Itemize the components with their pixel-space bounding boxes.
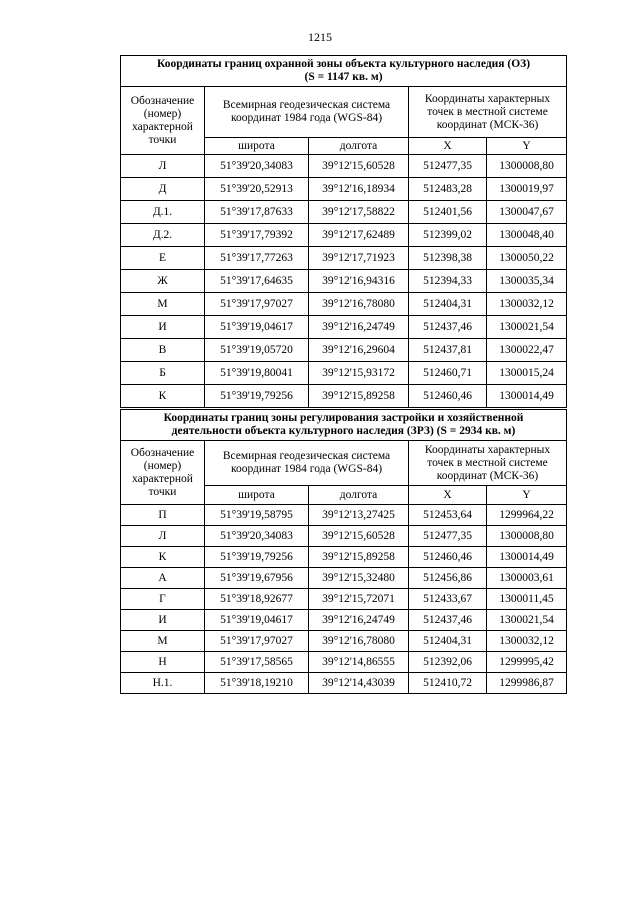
y-cell: 1300003,61 [487,568,567,589]
y-cell: 1300019,97 [487,178,567,201]
longitude-cell: 39°12'16,29604 [309,339,409,362]
table-row [121,224,567,247]
table-row [121,526,567,547]
table-row [121,155,567,178]
longitude-cell: 39°12'16,94316 [309,270,409,293]
y-cell: 1300014,49 [487,385,567,408]
x-cell: 512401,56 [409,201,487,224]
longitude-cell: 39°12'16,18934 [309,178,409,201]
latitude-cell: 51°39'19,05720 [205,339,309,362]
longitude-cell: 39°12'16,78080 [309,293,409,316]
x-cell: 512392,06 [409,652,487,673]
y-cell: 1300048,40 [487,224,567,247]
table-title-line: Координаты границ охранной зоны объекта культурного наследия (ОЗ) [156,58,531,70]
latitude-cell: 51°39'19,67956 [205,568,309,589]
longitude-cell: 39°12'14,43039 [309,673,409,694]
latitude-cell: 51°39'17,97027 [205,631,309,652]
point-cell: Д.2. [121,224,205,247]
point-cell: Д [121,178,205,201]
point-cell: К [121,547,205,568]
table-row [121,293,567,316]
table-row [121,270,567,293]
table-row [121,631,567,652]
table-row [121,362,567,385]
latitude-cell: 51°39'19,79256 [205,385,309,408]
latitude-cell: 51°39'18,19210 [205,673,309,694]
table-row [121,178,567,201]
point-cell: Г [121,589,205,610]
longitude-cell: 39°12'15,93172 [309,362,409,385]
longitude-cell: 39°12'13,27425 [309,505,409,526]
point-cell: В [121,339,205,362]
x-cell: 512433,67 [409,589,487,610]
y-cell: 1300022,47 [487,339,567,362]
table-row [121,316,567,339]
table-row [121,589,567,610]
y-header: Y [487,138,567,155]
regulation-zone-coordinates-table [120,409,567,694]
x-cell: 512437,46 [409,316,487,339]
longitude-cell: 39°12'14,86555 [309,652,409,673]
longitude-cell: 39°12'15,89258 [309,385,409,408]
x-cell: 512437,81 [409,339,487,362]
latitude-cell: 51°39'17,79392 [205,224,309,247]
point-cell: Л [121,526,205,547]
table-title [121,410,567,441]
table-row [121,547,567,568]
table-row [121,610,567,631]
x-header: X [409,486,487,505]
latitude-cell: 51°39'17,97027 [205,293,309,316]
y-cell: 1300015,24 [487,362,567,385]
x-cell: 512456,86 [409,568,487,589]
point-cell: К [121,385,205,408]
latitude-cell: 51°39'17,77263 [205,247,309,270]
longitude-cell: 39°12'15,32480 [309,568,409,589]
latitude-cell: 51°39'19,58795 [205,505,309,526]
point-cell: И [121,316,205,339]
longitude-header: долгота [309,486,409,505]
x-cell: 512404,31 [409,631,487,652]
point-label-header: Обозначение (номер) характерной точки [121,87,205,155]
table-row [121,201,567,224]
x-cell: 512460,46 [409,547,487,568]
table-title-area: деятельности объекта культурного наследия (ЗРЗ) (S = 2934 кв. м) [171,425,516,437]
longitude-cell: 39°12'16,24749 [309,610,409,631]
point-cell: А [121,568,205,589]
point-cell: Е [121,247,205,270]
table-title [121,56,567,87]
x-cell: 512404,31 [409,293,487,316]
y-cell: 1300008,80 [487,526,567,547]
longitude-header: долгота [309,138,409,155]
latitude-cell: 51°39'20,52913 [205,178,309,201]
table-row [121,247,567,270]
point-cell: Л [121,155,205,178]
x-cell: 512437,46 [409,610,487,631]
y-cell: 1300047,67 [487,201,567,224]
point-cell: Б [121,362,205,385]
latitude-cell: 51°39'18,92677 [205,589,309,610]
protection-zone-coordinates-table [120,55,567,408]
y-cell: 1300014,49 [487,547,567,568]
page-number: 1215 [308,30,332,44]
y-cell: 1300032,12 [487,293,567,316]
y-cell: 1300011,45 [487,589,567,610]
msk36-header: Координаты характерных точек в местной системе координат (МСК-36) [409,87,567,138]
x-cell: 512398,38 [409,247,487,270]
latitude-cell: 51°39'19,79256 [205,547,309,568]
wgs84-header: Всемирная геодезическая система координат 1984 года (WGS-84) [205,441,409,486]
latitude-cell: 51°39'17,58565 [205,652,309,673]
latitude-cell: 51°39'19,80041 [205,362,309,385]
latitude-cell: 51°39'19,04617 [205,610,309,631]
latitude-cell: 51°39'17,87633 [205,201,309,224]
point-cell: М [121,631,205,652]
table-row [121,652,567,673]
x-cell: 512394,33 [409,270,487,293]
longitude-cell: 39°12'17,58822 [309,201,409,224]
x-cell: 512453,64 [409,505,487,526]
latitude-cell: 51°39'17,64635 [205,270,309,293]
latitude-header: широта [205,486,309,505]
table-row [121,339,567,362]
y-cell: 1299986,87 [487,673,567,694]
latitude-header: широта [205,138,309,155]
longitude-cell: 39°12'15,72071 [309,589,409,610]
point-label-header: Обозначение (номер) характерной точки [121,441,205,505]
y-cell: 1300021,54 [487,316,567,339]
table-title-line: Координаты границ зоны регулирования застройки и хозяйственной [163,412,524,424]
point-cell: И [121,610,205,631]
table-title-area: (S = 1147 кв. м) [304,71,383,83]
latitude-cell: 51°39'19,04617 [205,316,309,339]
table-row [121,505,567,526]
y-cell: 1300032,12 [487,631,567,652]
x-cell: 512477,35 [409,526,487,547]
msk36-header: Координаты характерных точек в местной системе координат (МСК-36) [409,441,567,486]
wgs84-header: Всемирная геодезическая система координат 1984 года (WGS-84) [205,87,409,138]
y-cell: 1300021,54 [487,610,567,631]
y-cell: 1300035,34 [487,270,567,293]
longitude-cell: 39°12'15,60528 [309,155,409,178]
table-row [121,673,567,694]
longitude-cell: 39°12'16,78080 [309,631,409,652]
point-cell: Д.1. [121,201,205,224]
y-cell: 1300008,80 [487,155,567,178]
longitude-cell: 39°12'17,71923 [309,247,409,270]
table-row [121,568,567,589]
longitude-cell: 39°12'17,62489 [309,224,409,247]
y-cell: 1300050,22 [487,247,567,270]
point-cell: М [121,293,205,316]
y-cell: 1299995,42 [487,652,567,673]
y-cell: 1299964,22 [487,505,567,526]
point-cell: Н [121,652,205,673]
x-cell: 512460,46 [409,385,487,408]
x-cell: 512410,72 [409,673,487,694]
point-cell: Ж [121,270,205,293]
point-cell: П [121,505,205,526]
longitude-cell: 39°12'15,60528 [309,526,409,547]
x-cell: 512483,28 [409,178,487,201]
longitude-cell: 39°12'16,24749 [309,316,409,339]
table-row [121,385,567,408]
longitude-cell: 39°12'15,89258 [309,547,409,568]
x-cell: 512477,35 [409,155,487,178]
latitude-cell: 51°39'20,34083 [205,526,309,547]
x-header: X [409,138,487,155]
y-header: Y [487,486,567,505]
x-cell: 512399,02 [409,224,487,247]
point-cell: Н.1. [121,673,205,694]
x-cell: 512460,71 [409,362,487,385]
latitude-cell: 51°39'20,34083 [205,155,309,178]
